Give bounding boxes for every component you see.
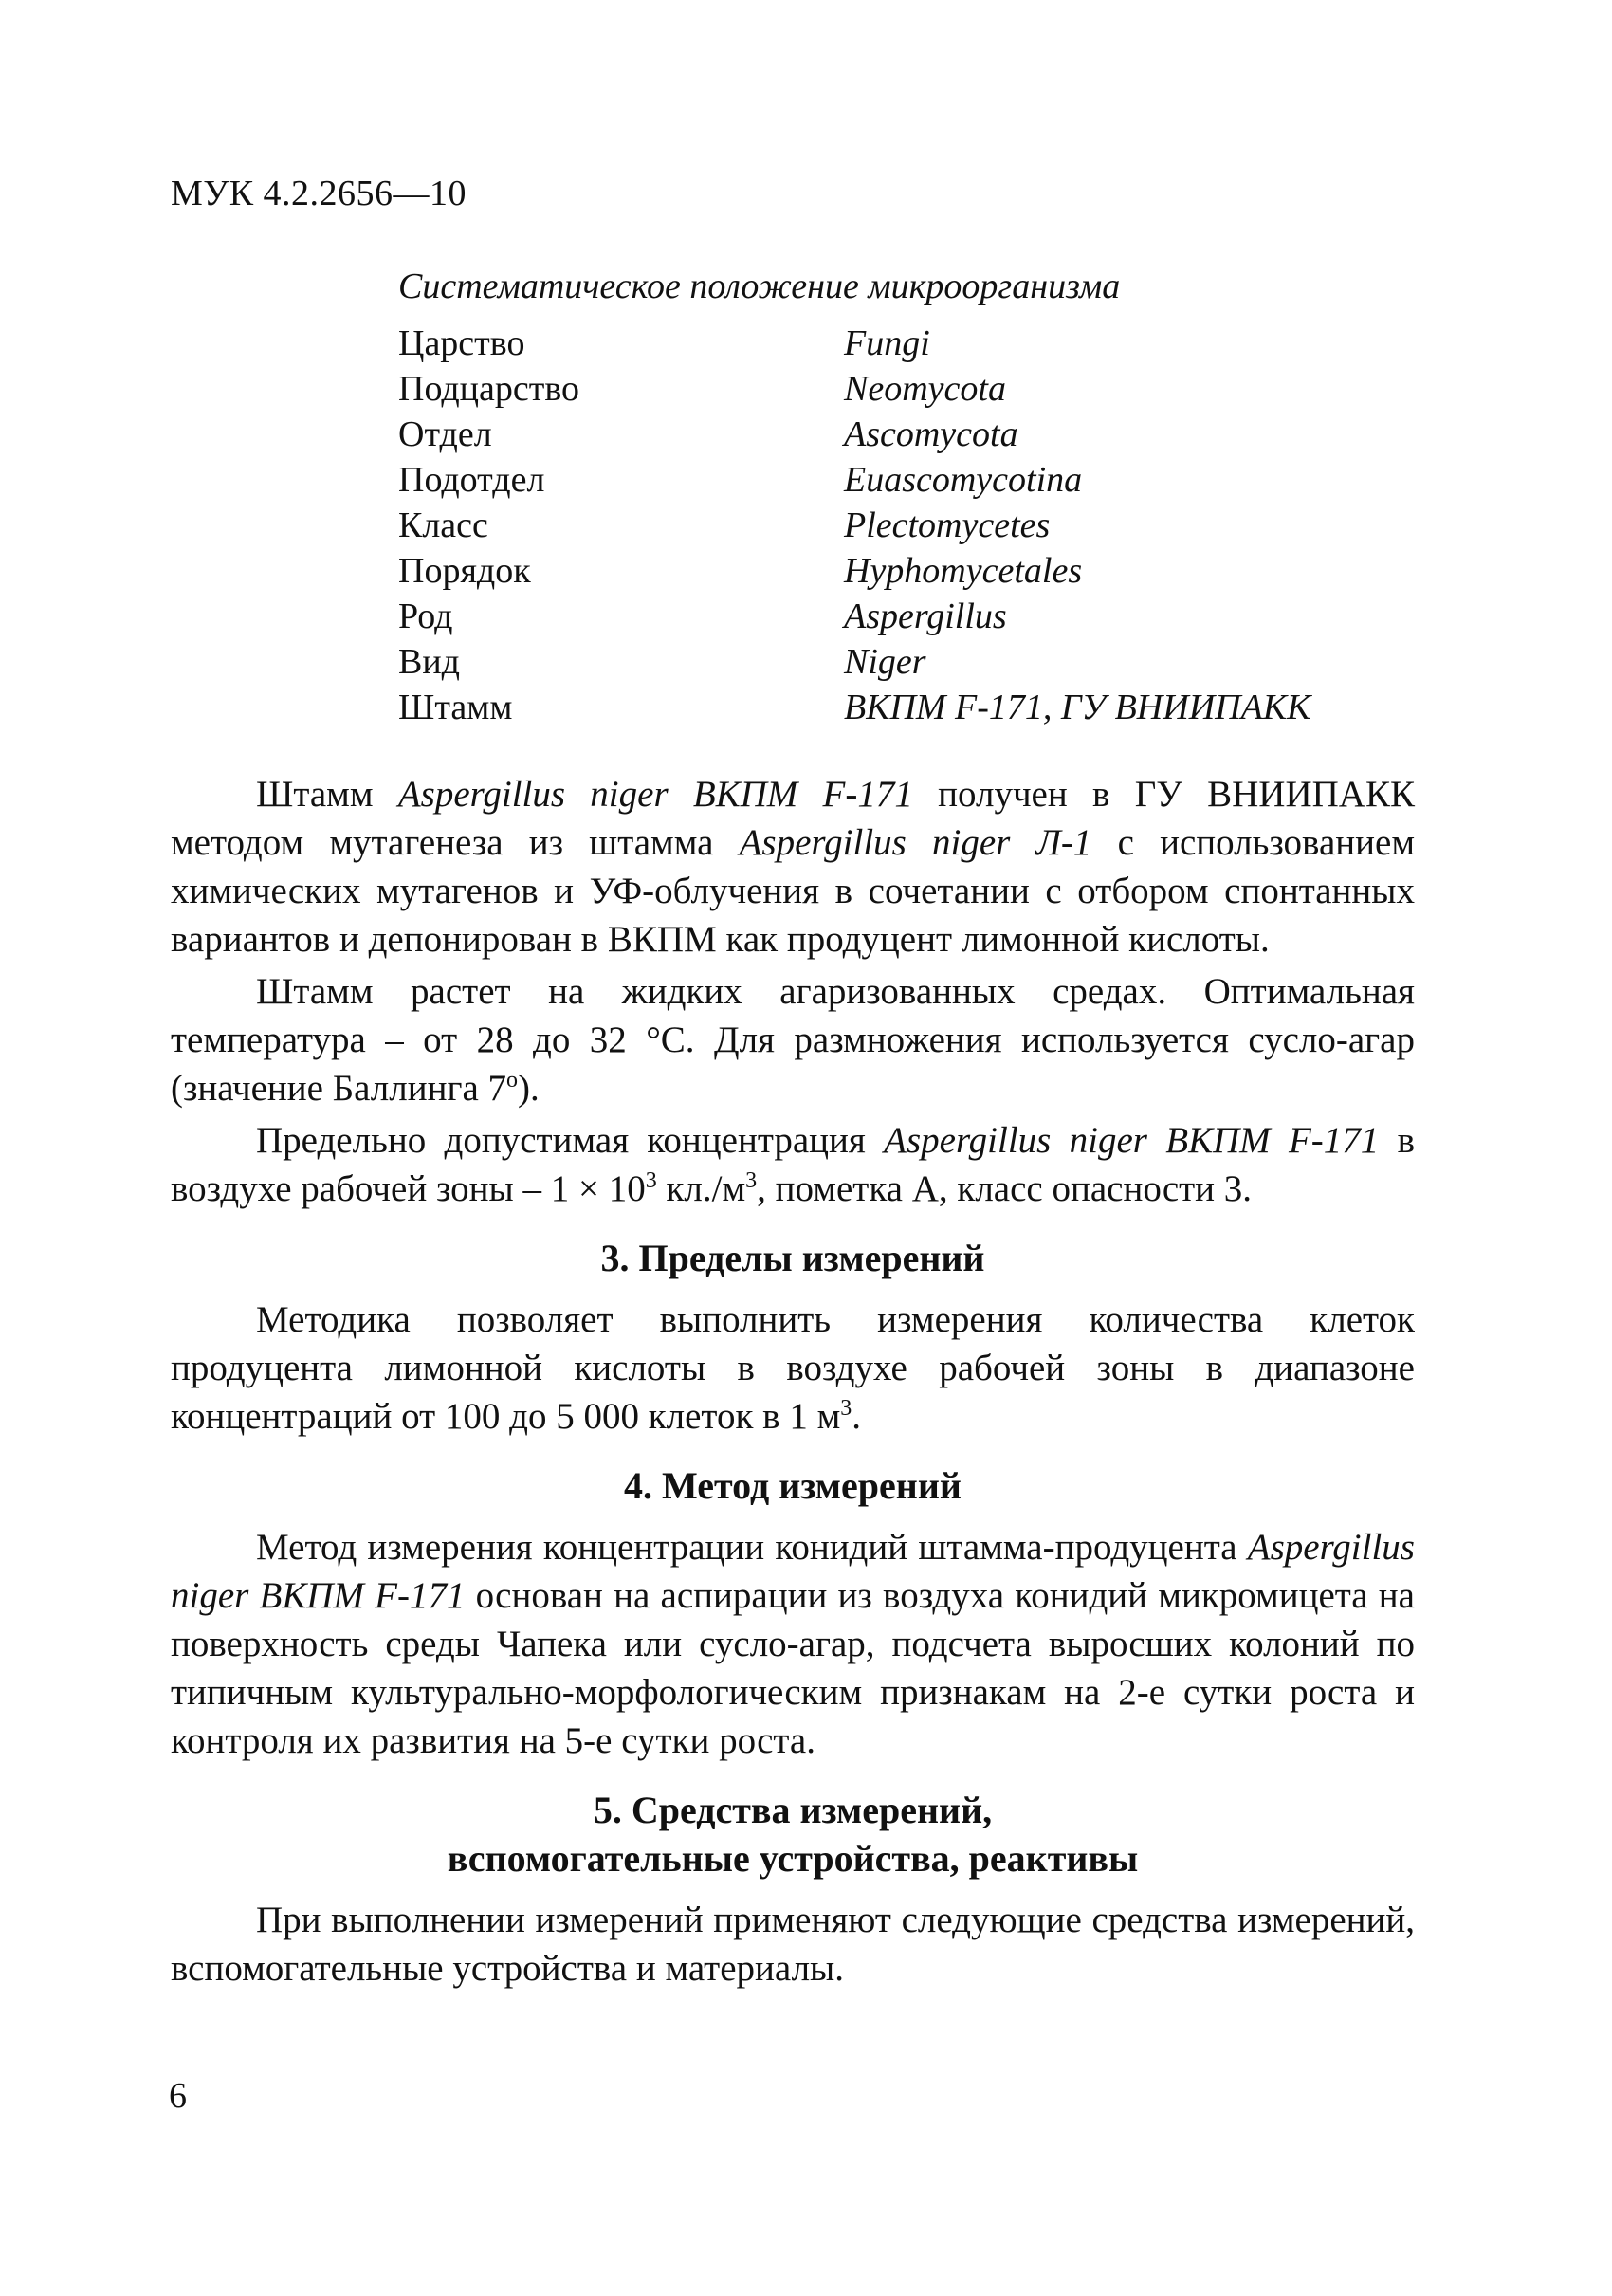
superscript: 3	[645, 1168, 657, 1193]
paragraph-max-concentration	[171, 1116, 1415, 1213]
text-run: кл./м	[656, 1168, 746, 1209]
taxonomy-name: Fungi	[844, 323, 930, 363]
document-code: МУК 4.2.2656—10	[171, 174, 467, 213]
taxonomy-name: Neomycota	[844, 369, 1006, 409]
taxonomy-row	[398, 457, 1441, 503]
taxonomy-rank: Штамм	[398, 688, 513, 727]
taxonomy-rank: Класс	[398, 505, 488, 545]
page-number: 6	[169, 2076, 187, 2116]
section-heading-5	[171, 1786, 1415, 1883]
text-run: Предельно допустимая концентрация	[256, 1120, 885, 1161]
text-run: ).	[518, 1068, 540, 1109]
strain-name: Aspergillus niger ВКПМ F-171	[397, 774, 913, 815]
strain-name: Aspergillus niger Л-1	[739, 822, 1092, 863]
taxonomy-rank: Род	[398, 597, 453, 636]
taxonomy-name: Euascomycotina	[844, 460, 1083, 500]
paragraph-measurement-method	[171, 1523, 1415, 1765]
taxonomy-name: Niger	[844, 642, 926, 682]
taxonomy-name: Hyphomycetales	[844, 551, 1083, 591]
taxonomy-name: Ascomycota	[844, 414, 1018, 454]
superscript: 3	[840, 1396, 852, 1421]
text-run: Штамм	[256, 774, 398, 815]
text-run: Методика позволяет выполнить измерения количества клеток продуцента лимонной кислоты в воздухе рабочей зоны в диапазоне концентраций от 100 до 5 000 клеток в 1 м	[171, 1299, 1415, 1437]
taxonomy-rank: Отдел	[398, 414, 492, 454]
taxonomy-name: Plectomycetes	[844, 505, 1051, 545]
paragraph-measurement-tools: При выполнении измерений применяют следующие средства измерений, вспомогательные устройства и материалы.	[171, 1900, 1415, 1989]
taxonomy-row	[398, 503, 1441, 548]
strain-name: Aspergillus niger ВКПМ F-171	[171, 1527, 1415, 1616]
text-run: Метод измерения концентрации конидий штамма-продуцента	[256, 1527, 1248, 1568]
taxonomy-row	[398, 639, 1441, 685]
taxonomy-name: ВКПМ F-171, ГУ ВНИИПАКК	[844, 688, 1311, 727]
superscript: 3	[745, 1168, 758, 1193]
taxonomy-rank: Вид	[398, 642, 461, 682]
paragraph-growth-conditions	[171, 967, 1415, 1112]
taxonomy-rank: Подцарство	[398, 369, 580, 409]
taxonomy-table	[398, 266, 1441, 730]
taxonomy-name: Aspergillus	[844, 597, 1007, 636]
text-run: с использованием химических мутагенов и УФ-облучения в сочетании с отбором спонтанных вариантов и депонирован в ВКПМ как продуцент лимонной кислоты.	[171, 822, 1415, 960]
section-heading-4: 4. Метод измерений	[624, 1464, 962, 1507]
superscript: о	[506, 1068, 519, 1093]
text-run: .	[852, 1396, 861, 1437]
taxonomy-rank: Царство	[398, 323, 525, 363]
section-heading-3: 3. Пределы измерений	[600, 1237, 985, 1279]
strain-name: Aspergillus niger ВКПМ F-171	[884, 1120, 1380, 1161]
text-run: получен в ГУ ВНИИПАКК методом мутагенеза из штамма	[171, 774, 1415, 863]
heading-line: 5. Средства измерений,	[593, 1789, 993, 1831]
taxonomy-rank: Порядок	[398, 551, 531, 591]
paragraph-measurement-limits	[171, 1295, 1415, 1441]
heading-line: вспомогательные устройства, реактивы	[447, 1837, 1139, 1880]
paragraph-strain-origin	[171, 770, 1415, 964]
taxonomy-title: Систематическое положение микроорганизма	[398, 266, 1121, 306]
body-text	[171, 770, 1415, 1996]
taxonomy-row	[398, 548, 1441, 594]
taxonomy-row	[398, 321, 1441, 366]
taxonomy-row	[398, 685, 1441, 730]
taxonomy-row	[398, 366, 1441, 412]
taxonomy-row	[398, 412, 1441, 457]
taxonomy-rank: Подотдел	[398, 460, 545, 500]
text-run: в воздухе рабочей зоны – 1 × 10	[171, 1120, 1415, 1209]
text-run: основан на аспирации из воздуха конидий микромицета на поверхность среды Чапека или сусло-агар, подсчета выросших колоний по типичным культурально-морфологическим признакам на 2-е сутки роста и контроля их развития на 5-е сутки роста.	[171, 1575, 1415, 1761]
text-run: , пометка А, класс опасности 3.	[757, 1168, 1253, 1209]
text-run: Штамм растет на жидких агаризованных средах. Оптимальная температура – от 28 до 32 °С. Для размножения используется сусло-агар (значение Баллинга 7	[171, 971, 1415, 1109]
taxonomy-row	[398, 594, 1441, 639]
